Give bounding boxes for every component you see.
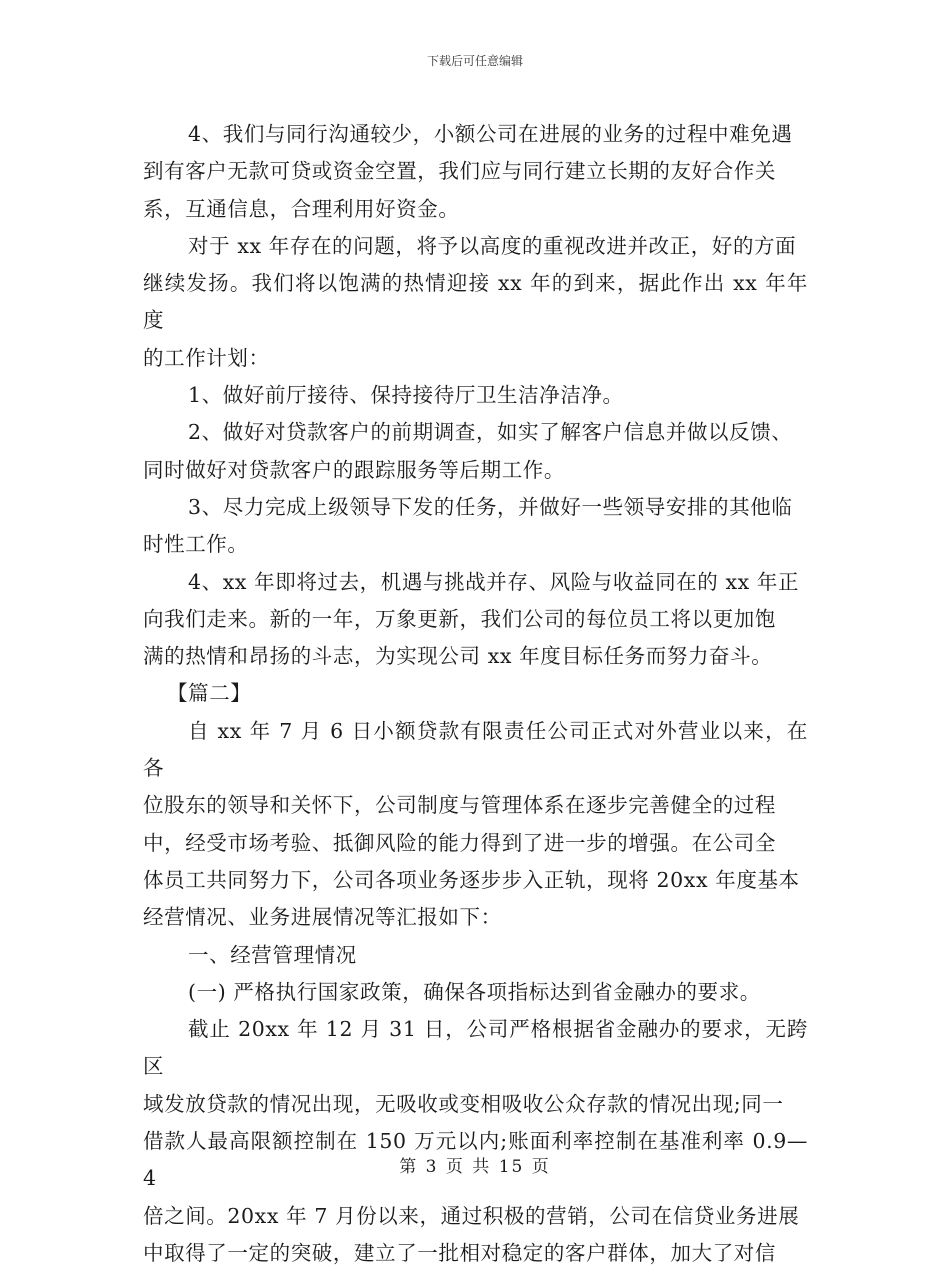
subheading-operations-management: 一、经营管理情况 (188, 942, 357, 967)
paragraph-plan-item-1: 1、做好前厅接待、保持接待厅卫生洁净洁净。 (188, 383, 624, 408)
subheading-policy-compliance: (一) 严格执行国家政策，确保各项指标达到省金融办的要求。 (188, 979, 761, 1004)
page-number-footer: 第 3 页 共 15 页 (399, 1157, 551, 1177)
paragraph-plan-item-2: 2、做好对贷款客户的前期调查，如实了解客户信息并做以反馈、 同时做好对贷款客户的跟踪服务等后期工作。 (143, 420, 793, 482)
document-body (143, 116, 808, 1272)
paragraph-plan-item-4: 4、xx 年即将过去，机遇与挑战并存、风险与收益同在的 xx 年正 向我们走来。新的一年，万象更新，我们公司的每位员工将以更加饱 满的热情和昂扬的斗志，为实现公司 xx 年度目标任务而努力奋斗。 (143, 569, 800, 669)
paragraph-part-two-intro: 自 xx 年 7 月 6 日小额贷款有限责任公司正式对外营业以来，在各 位股东的领导和关怀下，公司制度与管理体系在逐步完善健全的过程 中，经受市场考验、抵御风险的能力得到了进一步的增强。在公司全 体员工共同努力下，公司各项业务逐步步入正轨，现将 20xx 年度基本 经营情况、业务进展情况等汇报如下： (143, 718, 808, 930)
header-note: 下载后可任意编辑 (426, 54, 523, 68)
paragraph-problems-and-plan: 对于 xx 年存在的问题，将予以高度的重视改进并改正，好的方面 继续发扬。我们将以饱满的热情迎接 xx 年的到来，据此作出 xx 年年度 的工作计划： (143, 233, 808, 370)
section-heading-part-two: 【篇二】 (167, 681, 252, 706)
paragraph-plan-item-3: 3、尽力完成上级领导下发的任务，并做好一些领导安排的其他临 时性工作。 (143, 494, 793, 557)
paragraph-item-4-communication: 4、我们与同行沟通较少，小额公司在进展的业务的过程中难免遇 到有客户无款可贷或资金空置，我们应与同行建立长期的友好合作关 系，互通信息，合理利用好资金。 (143, 122, 793, 221)
paragraph-compliance-details: 截止 20xx 年 12 月 31 日，公司严格根据省金融办的要求，无跨区 域发放贷款的情况出现，无吸收或变相吸收公众存款的情况出现;同一 借款人最高限额控制在 150 万元以内;账面利率控制在基准利率 0.9—4 倍之间。20xx 年 7 月份以来，通过积极的营销，公司在信贷业务进展 中取得了一定的突破，建立了一批相对稳定的客户群体，加大了对信 (143, 1017, 808, 1265)
